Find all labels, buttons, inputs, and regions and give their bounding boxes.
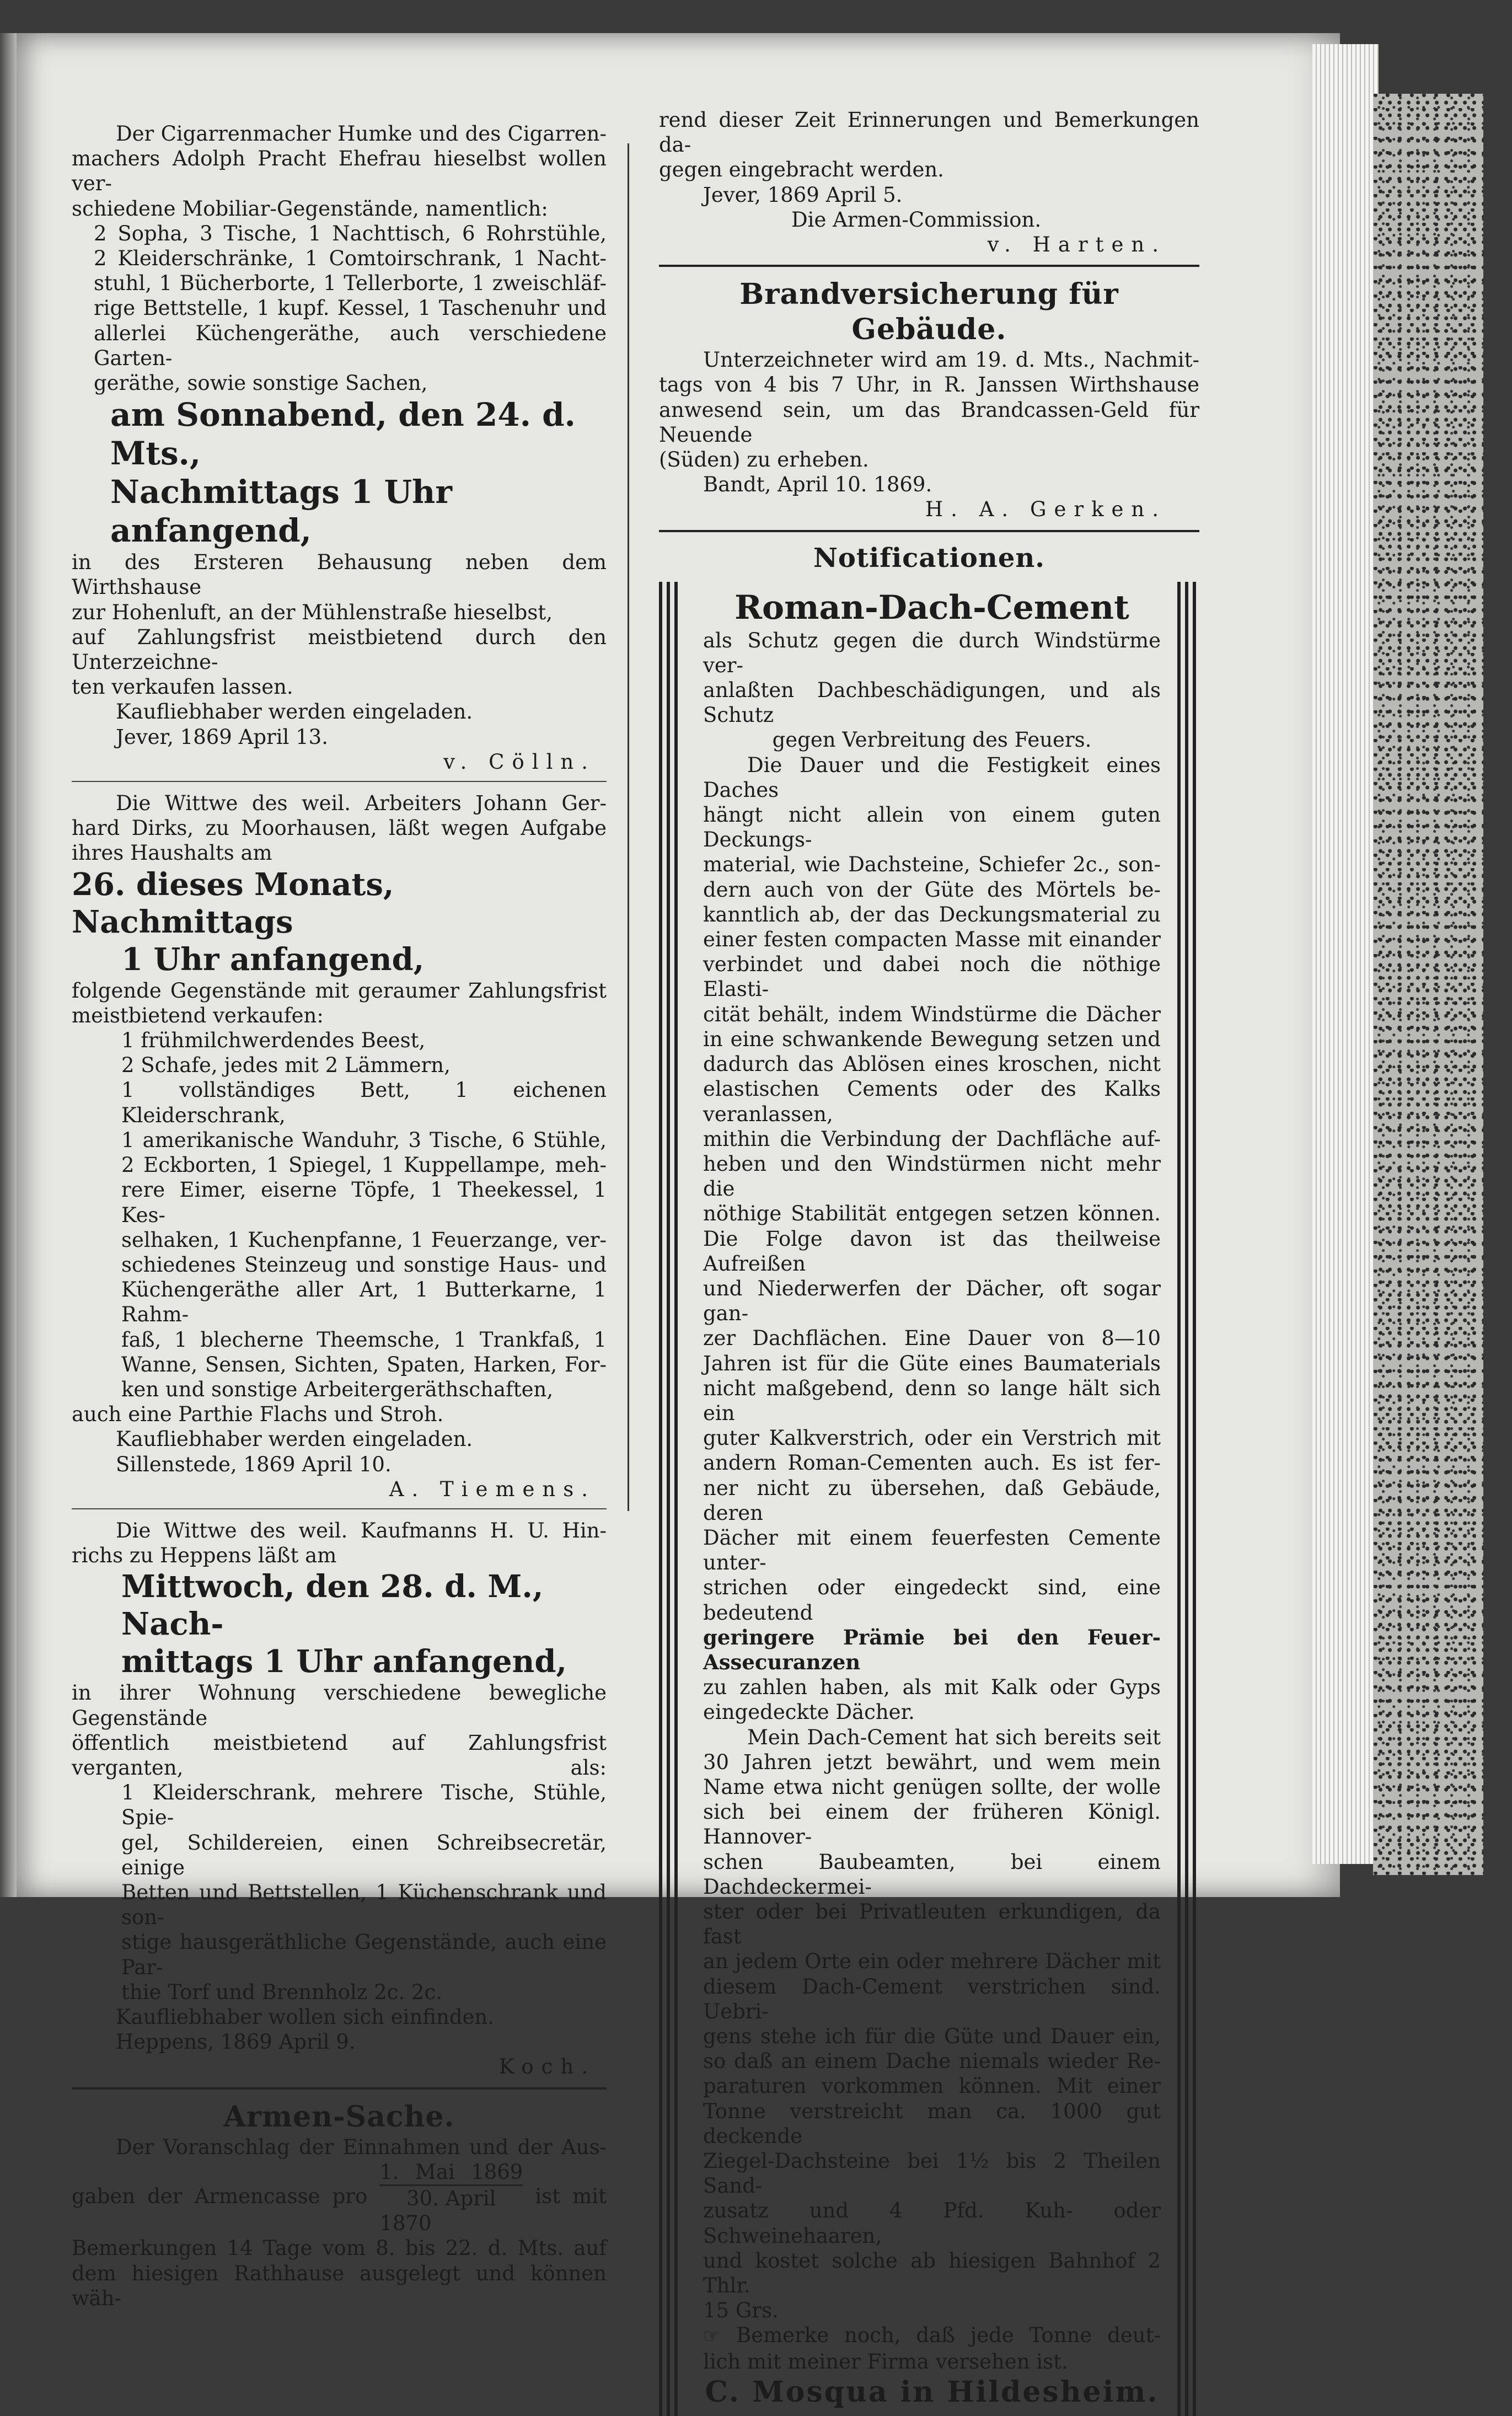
ad-body-line: zer Dachflächen. Eine Dauer von 8—10	[703, 1326, 1161, 1351]
auction-notice-dirks	[72, 791, 607, 1502]
item-line: faß, 1 blecherne Theemsche, 1 Trankfaß, 1	[121, 1327, 607, 1352]
ad-body-line: und kostet solche ab hiesigen Bahnhof 2 Thlr.	[703, 2248, 1161, 2298]
column-divider	[628, 143, 629, 1511]
ad-body-line: Die Folge davon ist das theilweise Aufreißen	[703, 1226, 1161, 1276]
date-line: Heppens, 1869 April 9.	[116, 2030, 356, 2054]
border-bars-left	[659, 582, 681, 2416]
ad-body-line: Die Dauer und die Festigkeit eines Daches	[703, 753, 1161, 802]
ad-body-line: sich bei einem der früheren Königl. Hannover-	[703, 1800, 1161, 1849]
ad-body-line: in eine schwankende Bewegung setzen und	[703, 1027, 1161, 1051]
text-line: hard Dirks, zu Moorhausen, läßt wegen Aufgabe	[72, 816, 607, 840]
ad-body-line: verbindet und dabei noch die nöthige Elasti-	[703, 952, 1161, 1001]
text-line: Der Cigarrenmacher Humke und des Cigarren-	[116, 122, 607, 146]
ad-body-line: Name etwa nicht genügen sollte, der wolle	[703, 1775, 1161, 1799]
item-line: schiedenes Steinzeug und sonstige Haus- und	[121, 1252, 607, 1277]
text-line: Die Wittwe des weil. Arbeiters Johann Ger-	[116, 791, 607, 816]
ad-subtitle-line: gegen Verbreitung des Feuers.	[772, 728, 1092, 752]
text-line: geräthe, sowie sonstige Sachen,	[94, 371, 428, 395]
ad-body-line: nicht maßgebend, denn so lange hält sich ein	[703, 1376, 1161, 1425]
ad-body-line: ner nicht zu übersehen, daß Gebäude, deren	[703, 1476, 1161, 1525]
ad-body-line: andern Roman-Cementen auch. Es ist fer-	[703, 1451, 1161, 1475]
section-heading: Brandversicherung für Gebäude.	[739, 277, 1119, 347]
item-line: Wanne, Sensen, Sichten, Spaten, Harken, For-	[121, 1352, 607, 1376]
text-line: auf Zahlungsfrist meistbietend durch den Unterzeichne-	[72, 625, 607, 674]
text-line: gel, Schildereien, einen Schreibsecretär, einige	[121, 1830, 607, 1879]
ad-body-line: material, wie Dachsteine, Schiefer 2c., son-	[703, 853, 1161, 877]
ad-body-line: Tonne verstreicht man ca. 1000 gut deckende	[703, 2099, 1161, 2148]
ad-note-text: Bemerke noch, daß jede Tonne deut-	[736, 2323, 1161, 2348]
text-line: Der Voranschlag der Einnahmen und der Aus-	[116, 2135, 607, 2159]
text-line: ten verkaufen lassen.	[72, 675, 293, 699]
item-line: 1 frühmilchwerdendes Beest,	[121, 1028, 426, 1053]
date-line: Bandt, April 10. 1869.	[703, 473, 932, 497]
text-line: rige Bettstelle, 1 kupf. Kessel, 1 Taschenuhr und	[94, 296, 607, 320]
section-heading: Armen-Sache.	[223, 2099, 455, 2134]
text-line: schiedene Mobiliar-Gegenstände, namentlich:	[72, 196, 548, 221]
signature: v. Cölln.	[443, 749, 596, 774]
text-fragment: gaben der Armencasse pro	[72, 2184, 368, 2208]
ad-subtitle-line: als Schutz gegen die durch Windstürme ver-	[703, 628, 1161, 677]
text-line: tags von 4 bis 7 Uhr, in R. Janssen Wirthshause	[659, 373, 1199, 397]
item-line: 2 Eckborten, 1 Spiegel, 1 Kuppellampe, meh-	[121, 1153, 607, 1177]
pointing-hand-icon: ☞	[703, 2325, 720, 2348]
separator	[72, 1508, 607, 1509]
date-line: Jever, 1869 April 5.	[703, 183, 903, 207]
text-line: Die Wittwe des weil. Kaufmanns H. U. Hin-	[116, 1518, 607, 1542]
text-line: Unterzeichneter wird am 19. d. Mts., Nachmit-	[703, 348, 1199, 372]
ad-body-line: nöthige Stabilität entgegen setzen können.	[703, 1202, 1161, 1226]
ad-body-line: 30 Jahren jetzt bewährt, und wem mein	[703, 1750, 1161, 1774]
ad-body-line: an jedem Orte ein oder mehrere Dächer mit	[703, 1949, 1161, 1974]
item-line: rere Eimer, eiserne Töpfe, 1 Theekessel, 1 Kes-	[121, 1178, 607, 1227]
signature: H. A. Gerken.	[925, 497, 1166, 522]
text-fragment: ist mit	[535, 2184, 607, 2208]
ad-body-line: einer festen compacten Masse mit einander	[703, 928, 1161, 952]
text-line: in ihrer Wohnung verschiedene bewegliche Gegenstände	[72, 1681, 607, 1730]
text-line: stige hausgeräthliche Gegenstände, auch eine Par-	[121, 1930, 607, 1979]
ad-body-line: diesem Dach-Cement verstrichen sind. Uebri-	[703, 1974, 1161, 2023]
item-line: 2 Schafe, jedes mit 2 Lämmern,	[121, 1053, 451, 1078]
item-line: ken und sonstige Arbeitergeräthschaften,	[121, 1377, 554, 1401]
signature: v. Harten.	[987, 233, 1166, 257]
auction-time-headline: mittags 1 Uhr anfangend,	[121, 1643, 567, 1680]
text-line: anwesend sein, um das Brandcassen-Geld für Neuende	[659, 398, 1199, 447]
item-line: Küchengeräthe aller Art, 1 Butterkarne, 1 Rahm-	[121, 1278, 607, 1327]
text-line: auch eine Parthie Flachs und Stroh.	[72, 1402, 444, 1427]
ad-body-line: Jahren ist für die Güte eines Baumaterials	[703, 1351, 1161, 1375]
text-line: (Süden) zu erheben.	[659, 448, 869, 472]
auction-notice-hinrichs	[72, 1518, 607, 2080]
auction-date-headline: 26. dieses Monats, Nachmittags	[72, 866, 394, 940]
speckled-cover	[1373, 94, 1483, 1875]
ad-body-line: paraturen vorkommen können. Mit einer	[703, 2074, 1161, 2098]
signature: Koch.	[498, 2055, 596, 2079]
ad-body-line: Ziegel-Dachsteine bei 1½ bis 2 Theilen Sand-	[703, 2149, 1161, 2198]
ad-body-line: 15 Grs.	[703, 2299, 779, 2323]
text-line: machers Adolph Pracht Ehefrau hieselbst wollen ver-	[72, 147, 607, 196]
item-line: 1 vollständiges Bett, 1 eichenen Kleiderschrank,	[121, 1078, 607, 1127]
text-line: 2 Sopha, 3 Tische, 1 Nachttisch, 6 Rohrstühle,	[94, 221, 607, 245]
organization-line: Die Armen-Commission.	[791, 207, 1042, 232]
text-line: ihres Haushalts am	[72, 841, 272, 865]
border-bars-right	[1177, 582, 1199, 2416]
ad-body-line: Mein Dach-Cement hat sich bereits seit	[747, 1725, 1161, 1749]
text-line: gegen eingebracht werden.	[659, 158, 944, 182]
ad-body-line: dadurch das Ablösen eines kroschen, nicht	[703, 1052, 1161, 1076]
text-line: öffentlich meistbietend auf Zahlungsfrist verganten, als:	[72, 1731, 607, 1780]
text-line: thie Torf und Brennholz 2c. 2c.	[121, 1980, 442, 2004]
separator	[72, 781, 607, 782]
ad-body-line: cität behält, indem Windstürme die Dächer	[703, 1002, 1161, 1026]
text-line: in des Ersteren Behausung neben dem Wirthshause	[72, 550, 607, 599]
text-line: allerlei Küchengeräthe, auch verschiedene Garten-	[94, 321, 607, 370]
right-column	[659, 108, 1199, 2416]
page-edges	[1312, 44, 1379, 1864]
fraction-top: 1. Mai 1869	[379, 2160, 523, 2186]
separator	[659, 265, 1199, 267]
auction-time-headline: 1 Uhr anfangend,	[121, 941, 425, 978]
ad-body-line: zu zahlen haben, als mit Kalk oder Gyps	[703, 1675, 1161, 1700]
text-line: meistbietend verkaufen:	[72, 1003, 324, 1027]
ad-body-line: dern auch von der Güte des Mörtels be-	[703, 877, 1161, 902]
separator	[659, 530, 1199, 532]
ad-body-line: elastischen Cements oder des Kalks veranlassen,	[703, 1077, 1161, 1126]
ad-body-line: schen Baubeamten, bei einem Dachdeckermei-	[703, 1850, 1161, 1899]
auction-date-headline: am Sonnabend, den 24. d. Mts.,	[110, 396, 576, 473]
ad-body-line: so daß an einem Dache niemals wieder Re-	[703, 2049, 1161, 2074]
text-line: zur Hohenluft, an der Mühlenstraße hieselbst,	[72, 600, 553, 624]
ad-note-line: lich mit meiner Firma versehen ist.	[703, 2349, 1068, 2374]
text-line: rend dieser Zeit Erinnerungen und Bemerkungen da-	[659, 108, 1199, 157]
fraction-bottom: 30. April 1870	[379, 2187, 496, 2236]
ad-title: Roman-Dach-Cement	[734, 588, 1129, 627]
ad-body-line: Dächer mit einem feuerfesten Cemente unter-	[703, 1525, 1161, 1575]
ad-note-line	[703, 2323, 1161, 2349]
ad-body-line: zusatz und 4 Pfd. Kuh- oder Schweinehaaren,	[703, 2199, 1161, 2248]
ad-body-line: ster oder bei Privatleuten erkundigen, da fast	[703, 1900, 1161, 1949]
armen-sache-continued	[659, 108, 1199, 257]
auction-notice-humke	[72, 121, 607, 774]
ad-subtitle-line: anlaßten Dachbeschädigungen, und als Schutz	[703, 678, 1161, 727]
item-line: selhaken, 1 Kuchenpfanne, 1 Feuerzange, ver-	[121, 1228, 607, 1252]
date-line: Sillenstede, 1869 April 10.	[116, 1452, 392, 1476]
invitation-line: Kaufliebhaber werden eingeladen.	[116, 700, 473, 724]
ad-body-line: hängt nicht allein von einem guten Deckungs-	[703, 803, 1161, 852]
ad-body-line: strichen oder eingedeckt sind, eine bedeutend	[703, 1576, 1161, 1625]
text-line: Betten und Bettstellen, 1 Küchenschrank und son-	[121, 1880, 607, 1930]
text-line: stuhl, 1 Bücherborte, 1 Tellerborte, 1 zweischläf-	[94, 271, 607, 296]
separator	[72, 2087, 607, 2090]
item-line: 1 amerikanische Wanduhr, 3 Tische, 6 Stühle,	[121, 1128, 607, 1152]
invitation-line: Kaufliebhaber werden eingeladen.	[116, 1427, 473, 1451]
ad-body-line: mithin die Verbindung der Dachfläche auf-	[703, 1127, 1161, 1151]
text-line: Bemerkungen 14 Tage vom 8. bis 22. d. Mts. auf	[72, 2236, 607, 2260]
date-fraction	[379, 2160, 523, 2236]
ad-body-line: eingedeckte Dächer.	[703, 1700, 915, 1724]
ad-body-line: geringere Prämie bei den Feuer-Assecuranzen	[703, 1625, 1161, 1674]
firm-name: C. Mosqua in Hildesheim.	[705, 2375, 1159, 2409]
fraction-line	[72, 2160, 607, 2236]
auction-time-headline: Nachmittags 1 Uhr anfangend,	[110, 473, 452, 550]
ad-body-line: guter Kalkverstrich, oder ein Verstrich mit	[703, 1426, 1161, 1450]
ad-body-line: heben und den Windstürmen nicht mehr die	[703, 1151, 1161, 1201]
date-line: Jever, 1869 April 13.	[116, 725, 328, 749]
ad-body-line: und Niederwerfen der Dächer, oft sogar gan-	[703, 1276, 1161, 1326]
left-column	[72, 121, 607, 2311]
invitation-line: Kaufliebhaber wollen sich einfinden.	[116, 2005, 495, 2029]
text-line: 2 Kleiderschränke, 1 Comtoirschrank, 1 Nacht-	[94, 247, 607, 271]
auction-date-headline: Mittwoch, den 28. d. M., Nach-	[121, 1568, 544, 1643]
text-line: folgende Gegenstände mit geraumer Zahlungsfrist	[72, 978, 607, 1003]
brandversicherung-notice	[659, 277, 1199, 522]
ad-body-line: kanntlich ab, der das Deckungsmaterial zu	[703, 902, 1161, 926]
text-line: dem hiesigen Rathhause ausgelegt und können wäh-	[72, 2261, 607, 2310]
notifications-heading: Notificationen.	[813, 542, 1045, 574]
ad-body-line: gens stehe ich für die Güte und Dauer ein,	[703, 2024, 1161, 2049]
signature: A. Tiemens.	[389, 1477, 596, 1501]
cement-advertisement	[659, 582, 1199, 2416]
armen-sache-notice	[72, 2099, 607, 2311]
text-line: 1 Kleiderschrank, mehrere Tische, Stühle, Spie-	[121, 1781, 607, 1830]
text-line: richs zu Heppens läßt am	[72, 1544, 337, 1568]
